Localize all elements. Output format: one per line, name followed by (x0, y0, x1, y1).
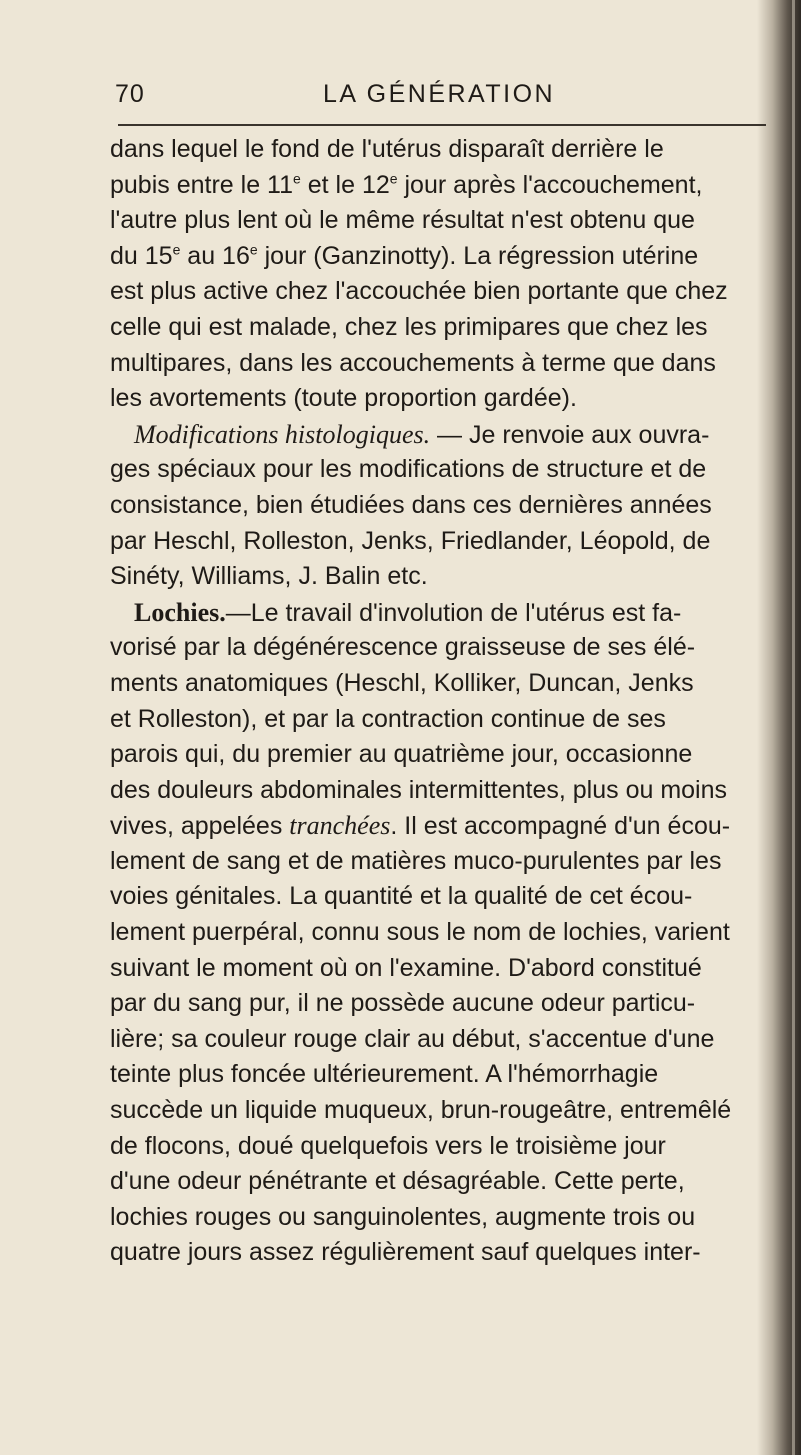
text-line: celle qui est malade, chez les primipares que chez les (110, 312, 708, 341)
text-line: multipares, dans les accouchements à terme que dans (110, 348, 716, 377)
text-line: lement puerpéral, connu sous le nom de lochies, varient (110, 918, 730, 947)
spine-highlight (792, 0, 795, 1455)
text-line: du 15e au 16e jour (Ganzinotty). La régression utérine (110, 241, 699, 270)
text-line: Modifications histologiques. — Je renvoie aux ouvra- (134, 419, 710, 449)
body-text (110, 132, 780, 1271)
text-line: consistance, bien étudiées dans ces dernières années (110, 490, 712, 519)
text-line: de flocons, doué quelquefois vers le troisième jour (110, 1131, 666, 1160)
text-line: lochies rouges ou sanguinolentes, augmente trois ou (110, 1202, 696, 1231)
text-line: teinte plus foncée ultérieurement. A l'hémorrhagie (110, 1060, 659, 1089)
text-line: pubis entre le 11e et le 12e jour après l'accouchement, (110, 170, 703, 199)
text-line: les avortements (toute proportion gardée). (110, 384, 577, 413)
text-line: ges spéciaux pour les modifications de structure et de (110, 455, 707, 484)
text-line: ments anatomiques (Heschl, Kolliker, Duncan, Jenks (110, 668, 694, 697)
text-line: Lochies.—Le travail d'involution de l'utérus est fa- (134, 597, 682, 627)
page-number: 70 (115, 80, 145, 108)
superscript: e (249, 241, 258, 258)
text-line: d'une odeur pénétrante et désagréable. Cette perte, (110, 1167, 685, 1196)
section-heading-bold: Lochies. (134, 597, 226, 627)
section-heading-italic: Modifications histologiques. (134, 419, 431, 449)
text-line: vorisé par la dégénérescence graisseuse de ses élé- (110, 633, 696, 662)
text-line: lement de sang et de matières muco-purulentes par les (110, 846, 722, 875)
superscript: e (172, 241, 181, 258)
text-line: dans lequel le fond de l'utérus disparaît derrière le (110, 135, 664, 163)
text-line: vives, appelées tranchées. Il est accompagné d'un écou- (110, 811, 731, 841)
text-line: voies génitales. La quantité et la qualité de cet écou- (110, 882, 693, 911)
text-line: succède un liquide muqueux, brun-rougeâtre, entremêlé (110, 1096, 732, 1125)
text-line: des douleurs abdominales intermittentes, plus ou moins (110, 775, 728, 804)
text-line: parois qui, du premier au quatrième jour, occasionne (110, 740, 693, 769)
text-line: et Rolleston), et par la contraction continue de ses (110, 704, 666, 733)
text-line: quatre jours assez régulièrement sauf quelques inter- (110, 1238, 701, 1267)
text-line: est plus active chez l'accouchée bien portante que chez (110, 277, 728, 306)
text-line: suivant le moment où on l'examine. D'abord constitué (110, 953, 702, 982)
superscript: e (293, 170, 301, 187)
text-line: par Heschl, Rolleston, Jenks, Friedlander, Léopold, de (110, 526, 711, 555)
page-header (115, 80, 765, 120)
header-rule (118, 124, 766, 126)
text-line: par du sang pur, il ne possède aucune odeur particu- (110, 989, 696, 1018)
running-title: LA GÉNÉRATION (323, 80, 556, 108)
text-line: lière; sa couleur rouge clair au début, s'accentue d'une (110, 1024, 715, 1053)
text-line: Sinéty, Williams, J. Balin etc. (110, 562, 428, 591)
superscript: e (389, 170, 398, 187)
italic-term: tranchées (289, 811, 391, 841)
text-line: l'autre plus lent où le même résultat n'est obtenu que (110, 206, 695, 235)
